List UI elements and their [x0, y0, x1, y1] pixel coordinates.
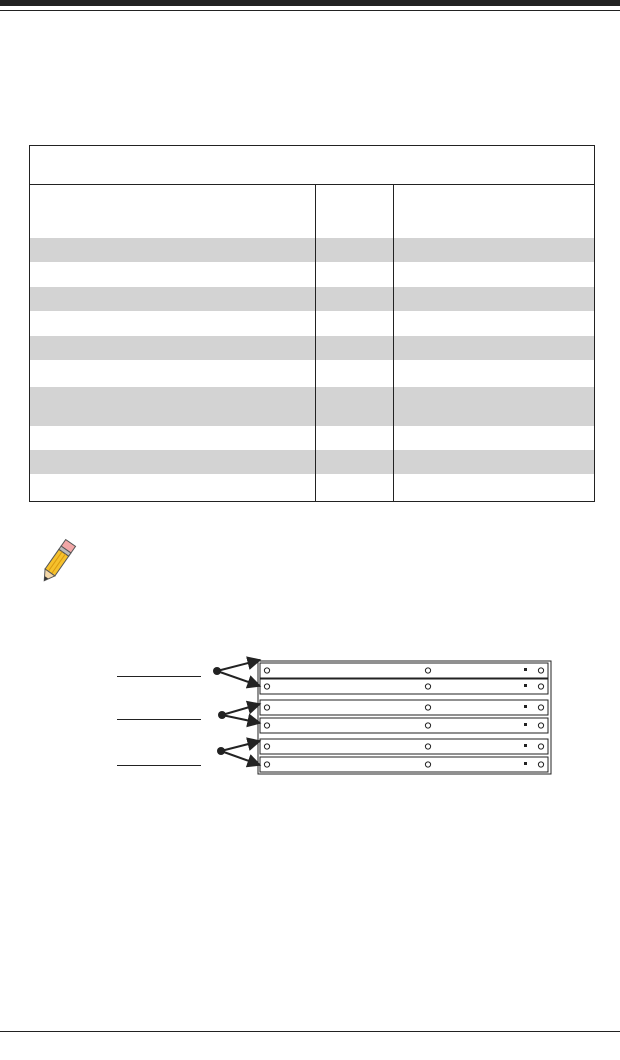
- figure-label-line: [117, 676, 201, 677]
- rack-hole: [264, 684, 269, 689]
- table-row: [30, 336, 594, 360]
- rack-led: [524, 705, 527, 708]
- rack-unit: [260, 718, 548, 733]
- rack-unit: [260, 679, 548, 694]
- rack-led: [524, 762, 527, 765]
- table-cell: [316, 361, 394, 387]
- rack-hole: [425, 762, 430, 767]
- spec-table: [29, 145, 595, 502]
- table-cell: [30, 426, 316, 450]
- table-cell: [316, 287, 394, 311]
- table-row: [30, 450, 594, 474]
- table-row: [30, 263, 594, 287]
- table-cell: [30, 336, 316, 360]
- rack-hole: [264, 705, 269, 710]
- table-cell: [394, 361, 594, 387]
- table-row: [30, 387, 594, 426]
- rack-led: [524, 668, 527, 671]
- rack-hole: [538, 705, 543, 710]
- pointer-arrow: [222, 704, 260, 715]
- footer-rule: [0, 1031, 620, 1032]
- rack-led: [524, 684, 527, 687]
- header-cell-2: [316, 185, 394, 238]
- figure-label-line: [117, 765, 201, 766]
- pointer-arrow: [222, 715, 260, 723]
- rack-hole: [264, 723, 269, 728]
- table-cell: [316, 475, 394, 502]
- table-row: [30, 238, 594, 262]
- rack-hole: [425, 705, 430, 710]
- table-cell: [394, 426, 594, 450]
- table-cell: [394, 312, 594, 336]
- table-cell: [30, 263, 316, 287]
- rack-hole: [425, 684, 430, 689]
- header-bar: [0, 0, 620, 6]
- table-cell: [394, 475, 594, 502]
- header-cell-1: [30, 185, 316, 238]
- rack-frame: [258, 661, 551, 774]
- rack-hole: [538, 668, 543, 673]
- table-cell: [394, 238, 594, 262]
- table-cell: [316, 263, 394, 287]
- table-cell: [394, 336, 594, 360]
- rack-hole: [264, 762, 269, 767]
- table-cell: [30, 287, 316, 311]
- table-cell: [316, 336, 394, 360]
- table-row: [30, 287, 594, 311]
- column-divider: [393, 185, 394, 501]
- rack-hole: [425, 668, 430, 673]
- table-cell: [316, 238, 394, 262]
- table-cell: [30, 450, 316, 474]
- rack-hole: [425, 723, 430, 728]
- rack-hole: [538, 762, 543, 767]
- rack-unit: [260, 700, 548, 715]
- table-cell: [394, 450, 594, 474]
- rack-hole: [425, 744, 430, 749]
- table-row: [30, 426, 594, 450]
- table-cell: [30, 238, 316, 262]
- pencil-note-icon: [36, 535, 80, 587]
- rack-unit: [260, 739, 548, 754]
- pointer-arrow: [221, 751, 260, 765]
- rack-led: [524, 723, 527, 726]
- column-divider: [315, 185, 316, 501]
- rack-led: [524, 744, 527, 747]
- rack-hole: [538, 744, 543, 749]
- rack-hole: [264, 744, 269, 749]
- pointer-dot: [218, 711, 226, 719]
- table-cell: [316, 426, 394, 450]
- table-cell: [394, 287, 594, 311]
- pointer-arrow: [217, 671, 260, 686]
- figure-label-line: [117, 719, 201, 720]
- pointer-dot: [217, 747, 225, 755]
- table-cell: [30, 361, 316, 387]
- table-cell: [316, 312, 394, 336]
- table-cell: [316, 387, 394, 426]
- table-cell: [30, 475, 316, 502]
- table-title: [30, 146, 594, 185]
- table-row: [30, 475, 594, 502]
- pointer-arrow: [221, 741, 260, 751]
- header-cell-3: [394, 185, 594, 238]
- table-cell: [316, 450, 394, 474]
- table-row: [30, 361, 594, 387]
- header-rule: [0, 10, 620, 11]
- table-row: [30, 312, 594, 336]
- rack-unit: [260, 757, 548, 772]
- table-title-text: [30, 146, 594, 184]
- table-cell: [30, 312, 316, 336]
- rack-hole: [538, 723, 543, 728]
- rack-hole: [264, 668, 269, 673]
- table-header-row: [30, 185, 594, 238]
- table-cell: [30, 387, 316, 426]
- pointer-dot: [213, 667, 221, 675]
- rack-unit: [260, 663, 548, 678]
- table-cell: [394, 387, 594, 426]
- rack-hole: [538, 684, 543, 689]
- table-cell: [394, 263, 594, 287]
- pointer-arrow: [217, 660, 260, 671]
